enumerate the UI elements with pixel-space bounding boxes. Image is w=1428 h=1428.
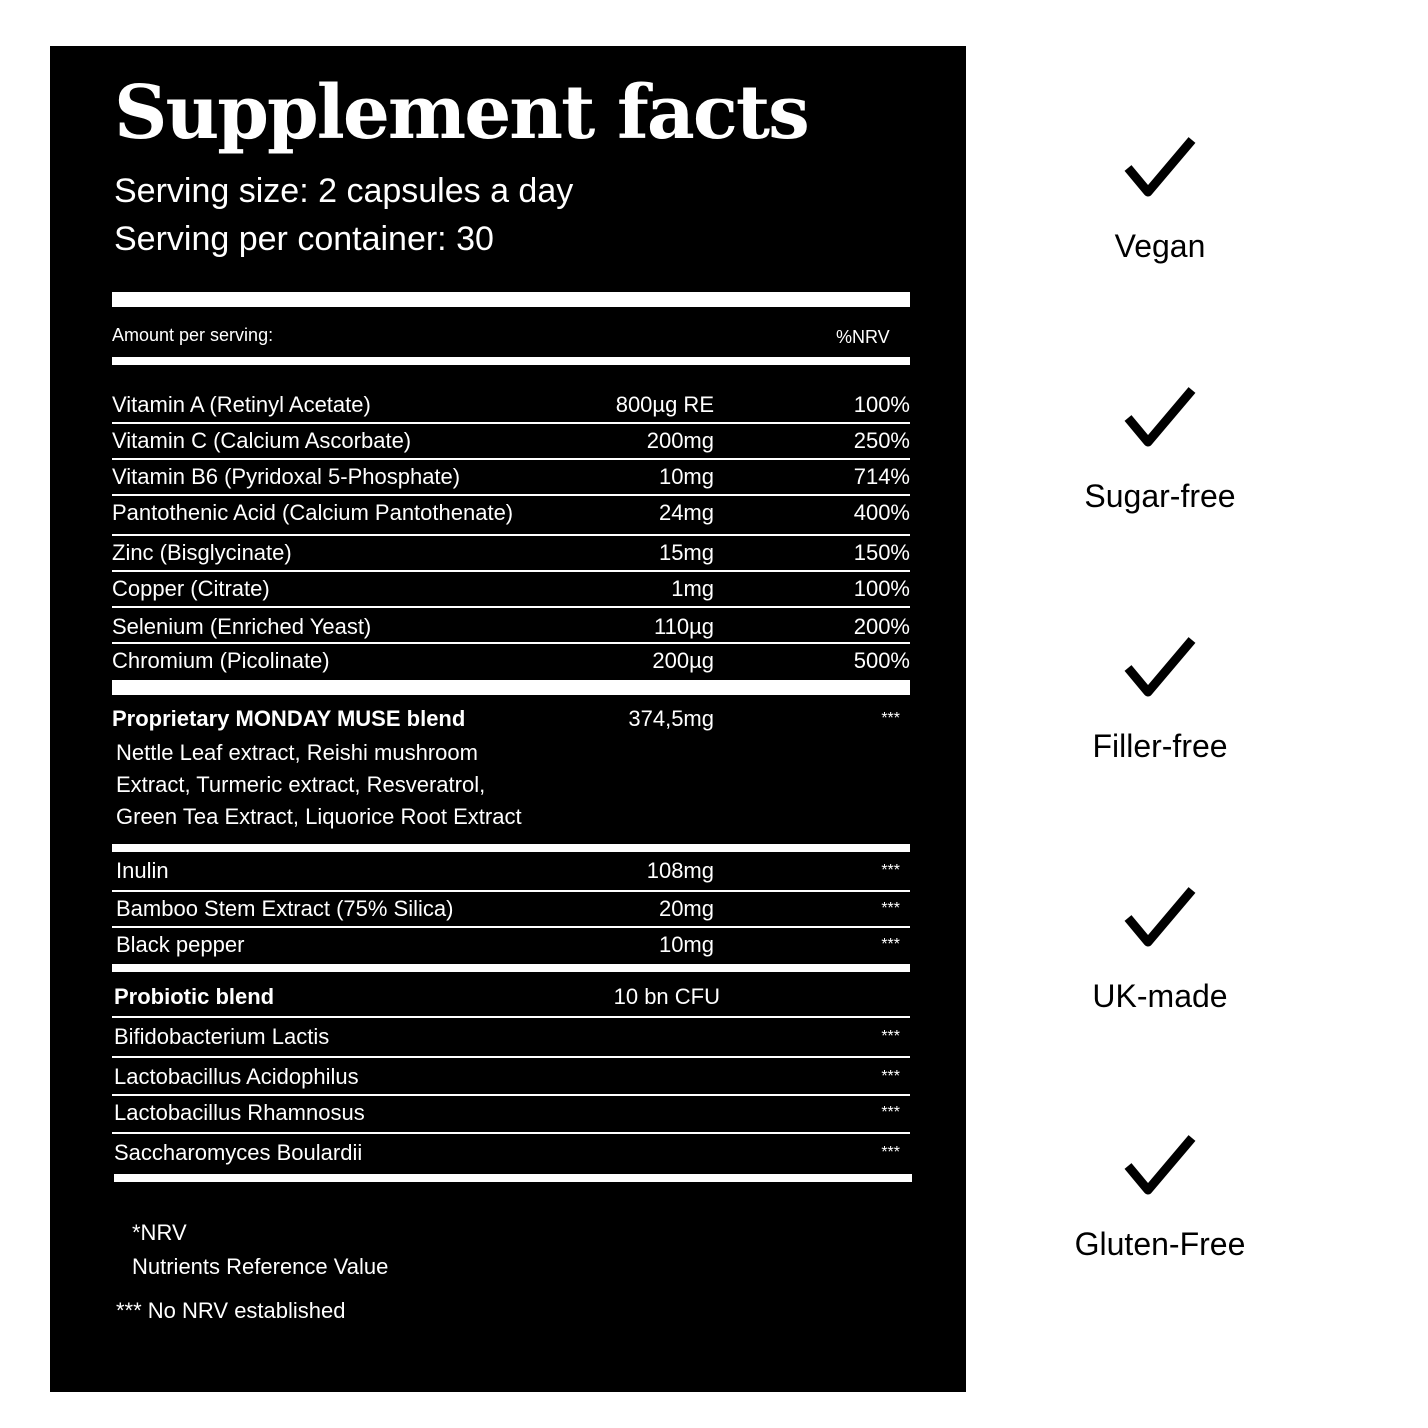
nutrient-nrv: 100%	[853, 576, 910, 601]
nutrient-row	[112, 648, 910, 682]
extra-amount: 20mg	[658, 896, 714, 921]
nutrient-nrv: 250%	[853, 428, 910, 453]
check-icon	[1124, 134, 1196, 200]
badge-sugar-free	[1060, 384, 1260, 515]
extra-name: Inulin	[116, 858, 169, 883]
check-icon	[1124, 634, 1196, 700]
row-divider	[112, 570, 910, 572]
row-divider	[112, 422, 910, 424]
blend-name: Proprietary MONDAY MUSE blend	[112, 706, 466, 731]
badge-label: Gluten-Free	[1074, 1226, 1246, 1262]
nutrient-name: Selenium (Enriched Yeast)	[112, 614, 372, 639]
footnote-nrv-title: *NRV	[132, 1220, 187, 1245]
row-divider	[112, 494, 910, 496]
probiotic-header-row	[112, 984, 910, 1018]
badge-label: Filler-free	[1092, 728, 1228, 764]
strain-name: Bifidobacterium Lactis	[114, 1024, 330, 1049]
nutrient-amount: 24mg	[658, 500, 714, 525]
nutrient-name: Copper (Citrate)	[112, 576, 270, 601]
blend-ingredients-line: Green Tea Extract, Liquorice Root Extract	[116, 804, 522, 829]
extra-nrv: ***	[881, 862, 900, 879]
row-divider	[112, 1016, 910, 1018]
nutrient-row	[112, 464, 910, 498]
nutrient-nrv: 714%	[853, 464, 910, 489]
probiotic-name: Probiotic blend	[114, 984, 275, 1009]
extra-name: Bamboo Stem Extract (75% Silica)	[116, 896, 454, 921]
probiotic-strain-row	[112, 1100, 910, 1134]
nutrient-row	[112, 540, 910, 574]
extra-nrv: ***	[881, 936, 900, 953]
divider-bar	[112, 357, 910, 365]
footnote-no-nrv: *** No NRV established	[116, 1298, 346, 1323]
probiotic-strain-row	[112, 1064, 910, 1098]
footnote-nrv-desc: Nutrients Reference Value	[132, 1254, 389, 1279]
amount-header: Amount per serving:	[112, 325, 274, 345]
nutrient-amount: 200µg	[652, 648, 714, 673]
strain-nrv: ***	[881, 1144, 900, 1161]
row-divider	[112, 1056, 910, 1058]
strain-nrv: ***	[881, 1028, 900, 1045]
row-divider	[112, 458, 910, 460]
extra-amount: 108mg	[646, 858, 714, 883]
nutrient-nrv: 500%	[853, 648, 910, 673]
nutrient-amount: 800µg RE	[615, 392, 714, 417]
supplement-facts-panel	[50, 46, 966, 1392]
check-icon	[1124, 1132, 1196, 1198]
extra-row	[112, 896, 910, 930]
blend-nrv: ***	[881, 710, 900, 727]
badge-gluten-free	[1060, 1132, 1260, 1263]
nutrient-nrv: 100%	[853, 392, 910, 417]
check-icon	[1124, 884, 1196, 950]
divider-bar	[112, 680, 910, 695]
nutrient-nrv: 150%	[853, 540, 910, 565]
proprietary-blend	[112, 706, 910, 829]
divider-bar	[112, 964, 910, 972]
panel-title: Supplement facts	[114, 70, 808, 156]
row-divider	[112, 926, 910, 928]
badge-uk-made	[1060, 884, 1260, 1015]
badge-vegan	[1060, 134, 1260, 265]
extra-amount: 10mg	[658, 932, 714, 957]
nutrient-amount: 10mg	[658, 464, 714, 489]
row-divider	[112, 890, 910, 892]
nutrient-row	[112, 392, 910, 426]
nutrient-name: Pantothenic Acid (Calcium Pantothenate)	[112, 500, 514, 525]
row-divider	[112, 534, 910, 536]
blend-ingredients-line: Nettle Leaf extract, Reishi mushroom	[116, 740, 478, 765]
extra-name: Black pepper	[116, 932, 245, 957]
divider-bar	[112, 292, 910, 307]
nutrient-name: Vitamin A (Retinyl Acetate)	[112, 392, 371, 417]
nutrient-name: Vitamin B6 (Pyridoxal 5-Phosphate)	[112, 464, 461, 489]
nutrient-row	[112, 428, 910, 462]
probiotic-strain-row	[112, 1024, 910, 1058]
strain-name: Lactobacillus Rhamnosus	[114, 1100, 365, 1125]
nutrient-amount: 1mg	[671, 576, 714, 601]
nutrient-nrv: 200%	[853, 614, 910, 639]
check-icon	[1124, 384, 1196, 450]
nutrient-amount: 200mg	[646, 428, 714, 453]
badge-label: UK-made	[1092, 978, 1228, 1014]
badge-label: Vegan	[1114, 228, 1206, 264]
serving-per-container: Serving per container: 30	[114, 220, 494, 258]
extra-row	[112, 932, 910, 966]
nutrient-name: Vitamin C (Calcium Ascorbate)	[112, 428, 412, 453]
row-divider	[112, 1094, 910, 1096]
extra-nrv: ***	[881, 900, 900, 917]
nutrient-name: Chromium (Picolinate)	[112, 648, 330, 673]
nutrient-row	[112, 576, 910, 610]
strain-nrv: ***	[881, 1104, 900, 1121]
row-divider	[112, 1132, 910, 1134]
row-divider	[112, 606, 910, 608]
nutrient-name: Zinc (Bisglycinate)	[112, 540, 292, 565]
divider-bar	[112, 844, 910, 852]
blend-ingredients-line: Extract, Turmeric extract, Resveratrol,	[116, 772, 486, 797]
nrv-header: %NRV	[836, 327, 890, 347]
badge-label: Sugar-free	[1084, 478, 1236, 514]
nutrient-amount: 15mg	[658, 540, 714, 565]
strain-name: Saccharomyces Boulardii	[114, 1140, 363, 1165]
probiotic-strain-row	[112, 1140, 910, 1174]
extra-row	[112, 858, 910, 892]
strain-name: Lactobacillus Acidophilus	[114, 1064, 359, 1089]
blend-amount: 374,5mg	[628, 706, 714, 731]
row-divider	[112, 642, 910, 644]
nutrient-nrv: 400%	[853, 500, 910, 525]
badge-filler-free	[1060, 634, 1260, 765]
probiotic-amount: 10 bn CFU	[613, 984, 720, 1009]
divider-bar	[114, 1174, 912, 1182]
strain-nrv: ***	[881, 1068, 900, 1085]
nutrient-row	[112, 500, 910, 534]
serving-size: Serving size: 2 capsules a day	[114, 172, 574, 210]
nutrient-amount: 110µg	[654, 614, 714, 639]
